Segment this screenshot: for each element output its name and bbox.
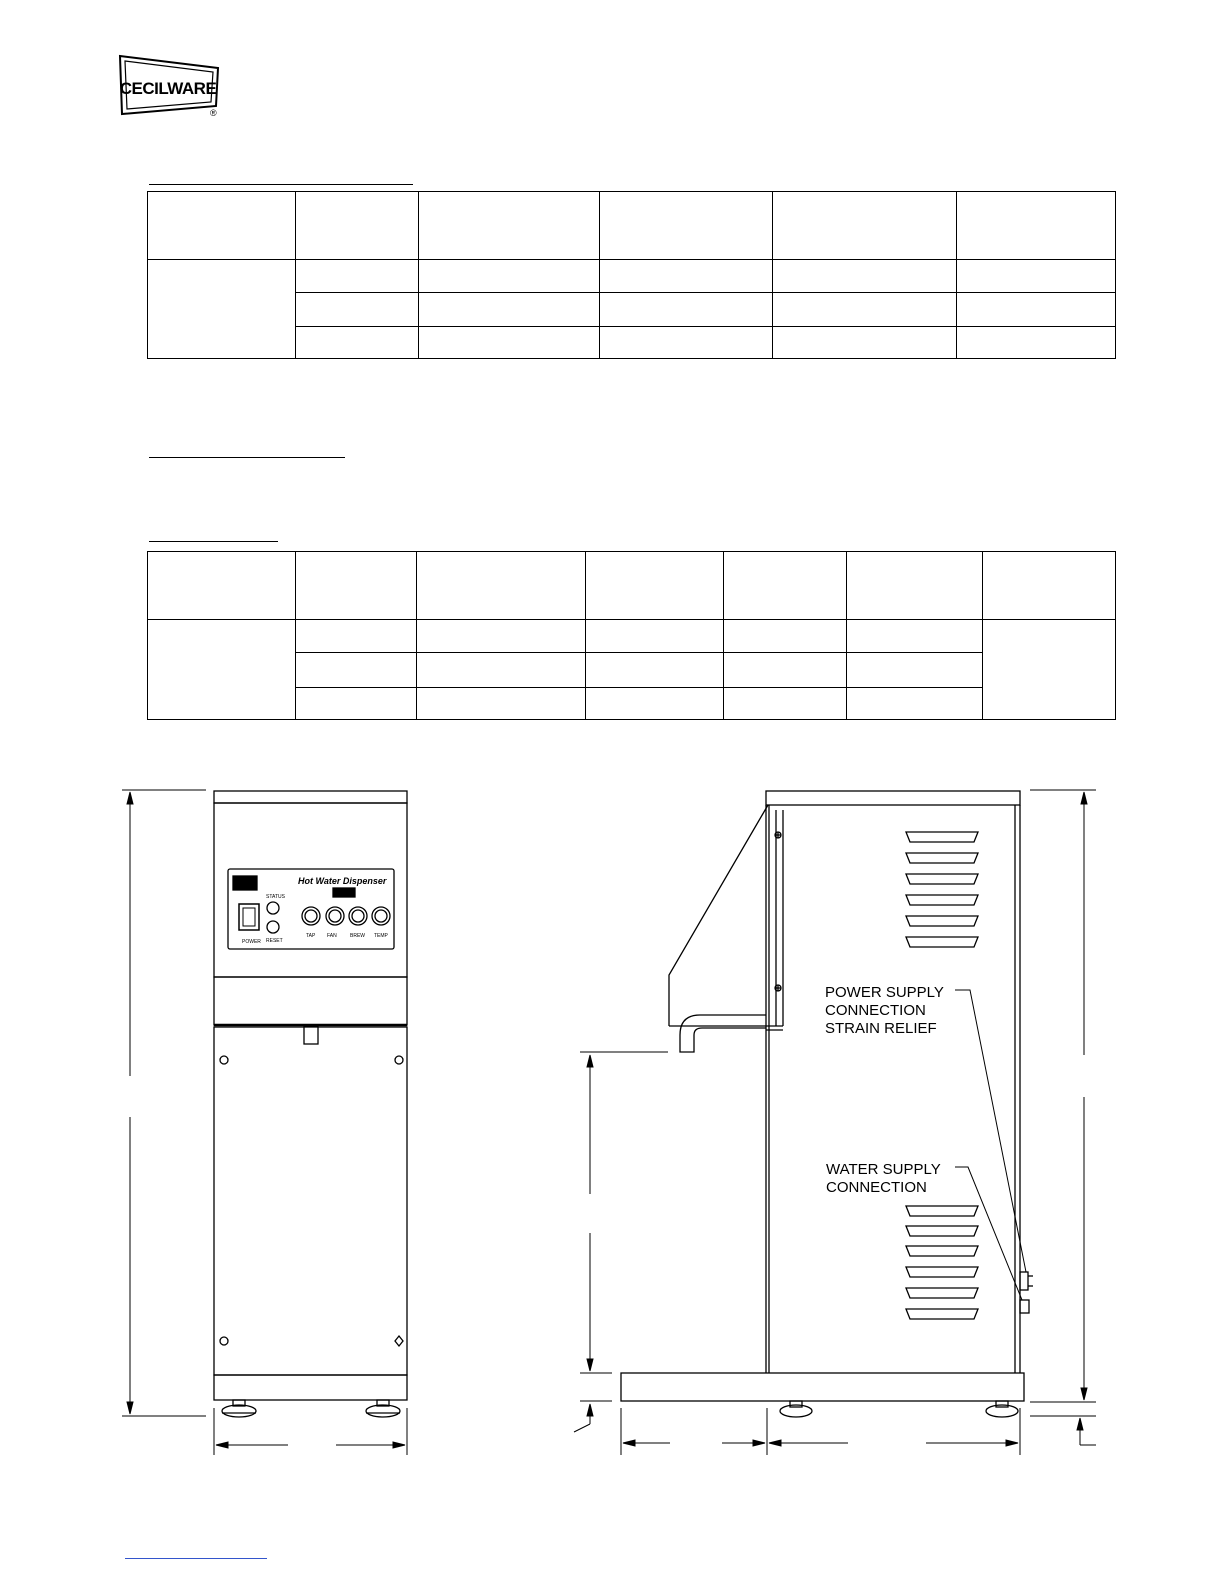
power-label: POWER: [242, 939, 261, 945]
knob-label: TAP: [306, 933, 316, 939]
status-led: [267, 902, 279, 914]
leveling-foot: [366, 1400, 400, 1417]
power-switch-rocker: [243, 908, 255, 926]
lower-vents: [906, 1206, 978, 1319]
control-panel: [228, 869, 394, 949]
screw-icon: [395, 1056, 403, 1064]
leveling-foot: [780, 1401, 812, 1417]
callout-line: CONNECTION: [825, 1002, 926, 1019]
panel-knob: [302, 907, 320, 925]
upper-vents: [906, 832, 978, 947]
panel-knob: [349, 907, 367, 925]
footer-link-underline[interactable]: [125, 1558, 267, 1559]
reset-label: RESET: [266, 938, 283, 944]
front-view: [122, 790, 407, 1455]
side-view: [574, 790, 1096, 1455]
water-inlet-fitting: [1020, 1300, 1029, 1313]
screw-icon: [395, 1336, 403, 1346]
status-label: STATUS: [266, 894, 285, 900]
screw-icon: [220, 1056, 228, 1064]
logo-text: CECILWARE: [119, 79, 217, 98]
panel-title: Hot Water Dispenser: [298, 876, 387, 886]
hood-screw-icon: [775, 985, 781, 991]
callout-line: CONNECTION: [826, 1179, 927, 1196]
hood-screw-icon: [775, 832, 781, 838]
reset-button: [267, 921, 279, 933]
water-supply-callout: [826, 1161, 941, 1196]
strain-relief-fitting: [1020, 1272, 1033, 1290]
knob-label: TEMP: [374, 933, 388, 939]
side-dimension-lines: [574, 790, 1096, 1455]
knob-label: BREW: [350, 933, 365, 939]
callout-line: POWER SUPPLY: [825, 984, 944, 1001]
screw-icon: [220, 1337, 228, 1345]
front-dimension-lines: [122, 790, 407, 1455]
panel-display: [333, 888, 355, 897]
panel-knob: [326, 907, 344, 925]
leveling-foot: [222, 1400, 256, 1417]
power-supply-callout: [825, 984, 944, 1037]
leveling-foot: [986, 1401, 1018, 1417]
callout-line: WATER SUPPLY: [826, 1161, 941, 1178]
panel-logo-badge: [233, 876, 257, 890]
callout-line: STRAIN RELIEF: [825, 1020, 937, 1037]
panel-knob: [372, 907, 390, 925]
spout: [680, 1015, 766, 1052]
knob-label: FAN: [327, 933, 337, 939]
registered-mark: ®: [210, 108, 217, 118]
